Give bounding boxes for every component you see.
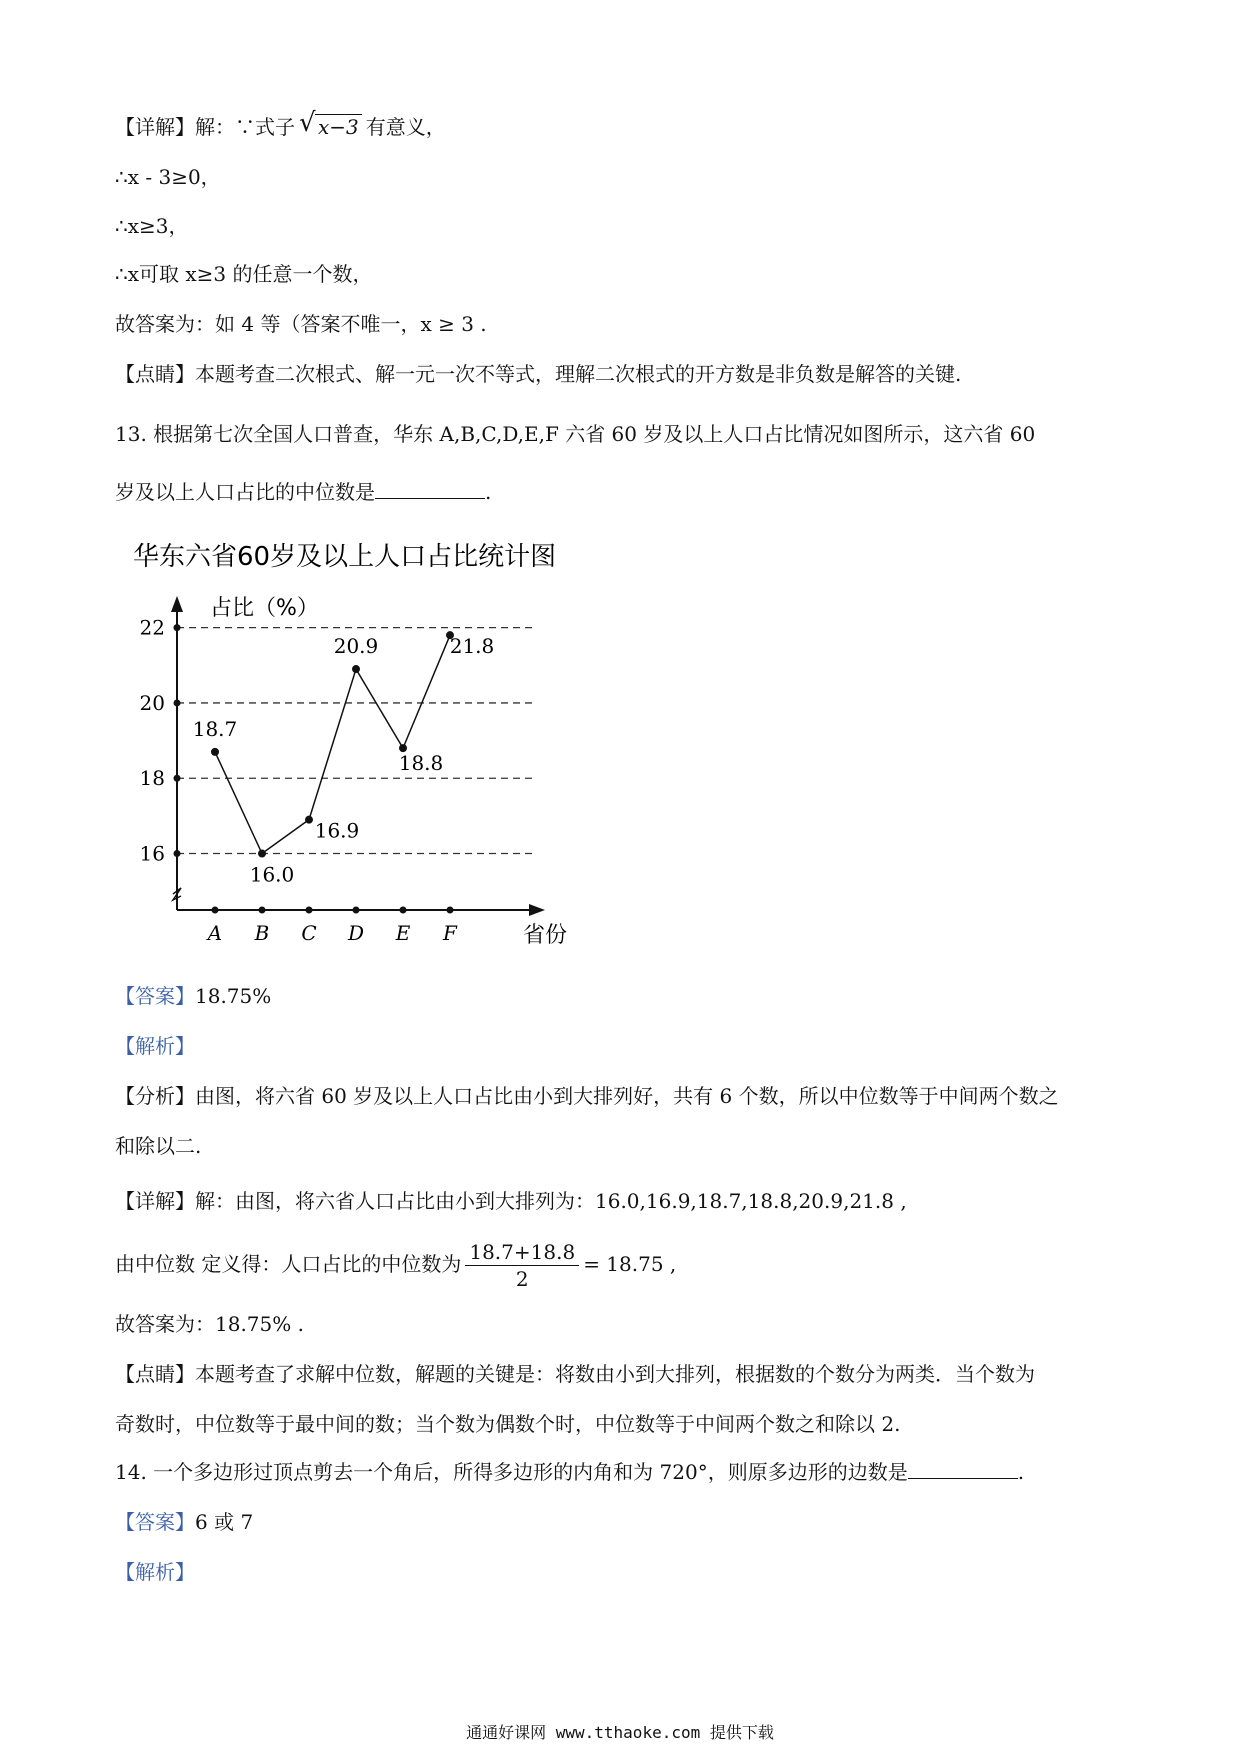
- answer14-tag: 【答案】: [115, 1510, 195, 1534]
- data-point: [211, 748, 219, 756]
- x-tick-label: F: [443, 921, 457, 945]
- y-ticks: [140, 616, 181, 866]
- y-tick-label: 20: [139, 690, 165, 715]
- q13-line2-text: 岁及以上人口占比的中位数是: [115, 480, 375, 504]
- sec12-detail-line2: ∴x - 3≥0，: [115, 165, 221, 189]
- y-axis-arrow-icon: [171, 596, 183, 612]
- detail-text: 解：∵式子: [195, 115, 295, 139]
- y-tick-label: 16: [139, 841, 165, 866]
- detail13-text1: 解：由图，将六省人口占比由小到大排列为：16.0,16.9,18.7,18.8,20.9,21.8 ,: [195, 1189, 907, 1213]
- x-tick-dot: [306, 907, 313, 914]
- x-tick-label: E: [395, 921, 411, 945]
- data-point: [258, 850, 266, 858]
- y-tick-dot: [174, 775, 181, 782]
- x-tick-label: C: [301, 921, 317, 945]
- sec12-detail-line1: [115, 108, 446, 141]
- sec12-detail-line5: 故答案为：如 4 等（答案不唯一，x ≥ 3 .: [115, 312, 487, 336]
- detail13-line1: [115, 1187, 907, 1215]
- answer14-text: 6 或 7: [195, 1510, 254, 1534]
- y-axis-label: 占比（%）: [210, 596, 319, 621]
- detail13-result: = 18.75 ,: [583, 1252, 677, 1276]
- q14-line1: [115, 1458, 1024, 1486]
- data-label: 20.9: [333, 634, 379, 659]
- sqrt-expression: [299, 108, 362, 141]
- y-tick-dot: [174, 624, 181, 631]
- x-tick-label: B: [254, 921, 270, 945]
- data-label: 18.7: [192, 716, 238, 741]
- x-tick-label: D: [347, 921, 365, 945]
- answer13-line: [115, 982, 271, 1010]
- answer-blank: [908, 1458, 1018, 1479]
- sec12-detail-line3: ∴x≥3，: [115, 214, 189, 238]
- detail13-line2: [115, 1238, 676, 1292]
- chart-title: 华东六省60岁及以上人口占比统计图: [133, 542, 557, 572]
- q14-end: .: [1017, 1460, 1025, 1484]
- x-tick-label: A: [207, 921, 223, 945]
- y-tick-dot: [174, 850, 181, 857]
- point-tag: 【点睛】: [115, 362, 195, 386]
- q14-text: 14. 一个多边形过顶点剪去一个角后，所得多边形的内角和为 720°，则原多边形的边数是: [115, 1460, 908, 1484]
- sec12-detail-line4: ∴x可取 x≥3 的任意一个数，: [115, 262, 373, 286]
- point13-line2: 奇数时，中位数等于最中间的数；当个数为偶数个时，中位数等于中间两个数之和除以 2.: [115, 1412, 901, 1436]
- y-tick-dot: [174, 699, 181, 706]
- radical-sign-icon: √: [299, 108, 316, 138]
- x-tick-dot: [353, 907, 360, 914]
- x-tick-dot: [447, 907, 454, 914]
- q13-line2-end: .: [485, 480, 492, 504]
- point13-text1: 本题考查了求解中位数，解题的关键是：将数由小到大排列，根据数的个数分为两类．当个数为: [195, 1362, 1035, 1386]
- data-point: [352, 665, 360, 673]
- sec12-point-line: [115, 360, 961, 388]
- fenxi-tag: 【分析】: [115, 1084, 195, 1108]
- radicand: x−3: [315, 114, 362, 139]
- analysis13-tag: 【解析】: [115, 1034, 195, 1058]
- data-label: 16.0: [249, 862, 295, 887]
- detail13-tag: 【详解】: [115, 1189, 195, 1213]
- page-footer: 通通好课网 www.tthaoke.com 提供下载: [466, 1723, 774, 1742]
- x-axis-label: 省份: [523, 923, 568, 948]
- answer-tag: 【答案】: [115, 984, 195, 1008]
- fenxi-line1: [115, 1082, 1059, 1110]
- median-fraction: [465, 1239, 579, 1292]
- x-ticks: [206, 907, 458, 946]
- point13-line1: [115, 1360, 1035, 1388]
- x-axis-arrow-icon: [529, 904, 545, 916]
- detail-text-post: 有意义，: [365, 115, 446, 139]
- data-label: 21.8: [449, 634, 495, 659]
- fenxi-line2: 和除以二.: [115, 1134, 202, 1158]
- detail13-line3: 故答案为：18.75% .: [115, 1312, 304, 1336]
- x-tick-dot: [212, 907, 219, 914]
- fraction-denominator: 2: [515, 1267, 529, 1291]
- fraction-numerator: 18.7+18.8: [465, 1239, 579, 1266]
- y-tick-label: 18: [139, 766, 165, 791]
- line-chart: [115, 530, 595, 950]
- fenxi-text1: 由图，将六省 60 岁及以上人口占比由小到大排列好，共有 6 个数，所以中位数等于中间两个数之: [195, 1084, 1059, 1108]
- detail13-text2: 由中位数 定义得：人口占比的中位数为: [115, 1252, 462, 1276]
- point13-tag: 【点睛】: [115, 1362, 195, 1386]
- analysis14-tag: 【解析】: [115, 1560, 195, 1584]
- answer-text: 18.75%: [195, 984, 272, 1008]
- point-text: 本题考查二次根式、解一元一次不等式，理解二次根式的开方数是非负数是解答的关键.: [195, 362, 962, 386]
- detail-tag: 【详解】: [115, 115, 195, 139]
- q13-line1: 13. 根据第七次全国人口普查，华东 A,B,C,D,E,F 六省 60 岁及以上人口占比情况如图所示，这六省 60: [115, 422, 1036, 446]
- x-tick-dot: [259, 907, 266, 914]
- y-tick-label: 22: [139, 615, 165, 640]
- x-tick-dot: [400, 907, 407, 914]
- data-label: 18.8: [398, 751, 444, 776]
- answer14-line: [115, 1508, 253, 1536]
- q13-line2: [115, 478, 491, 506]
- data-point: [305, 816, 313, 824]
- answer-blank: [375, 478, 485, 499]
- data-label: 16.9: [314, 818, 360, 843]
- data-labels: [193, 634, 495, 886]
